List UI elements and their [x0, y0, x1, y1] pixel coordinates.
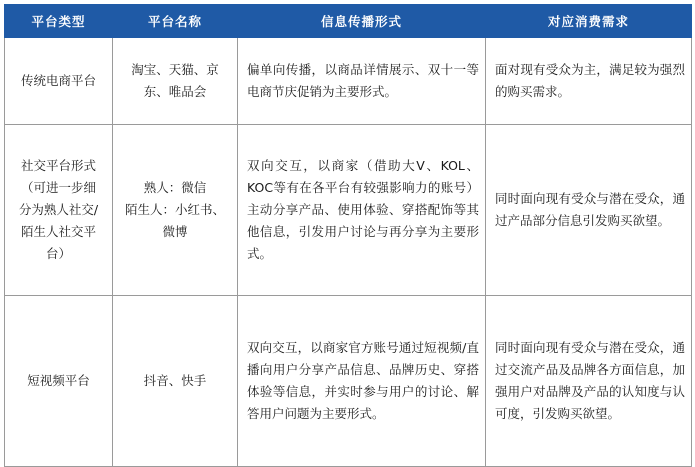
cell-platform-name: [113, 296, 238, 467]
cell-info-spread: 双向交互，以商家（借助大V、KOL、KOC等有在各平台有较强影响力的账号）主动分享产品、使用体验、穿搭配饰等其他信息，引发用户讨论与再分享为主要形式。: [238, 125, 486, 296]
name-line: 淘宝、天猫、京: [131, 62, 219, 77]
cell-platform-name: [113, 125, 238, 296]
table-row: [5, 38, 692, 125]
name-line: 熟人：微信: [143, 180, 207, 195]
cell-consumer-demand: 同时面向现有受众与潜在受众，通过交流产品及品牌各方面信息，加强用户对品牌及产品的认知度与认可度，引发购买欲望。: [486, 296, 692, 467]
name-line: 陌生人：小红书、: [124, 202, 225, 217]
header-row: [5, 5, 692, 38]
cell-platform-name: [113, 38, 238, 125]
name-line: 抖音、快手: [143, 373, 207, 388]
header-platform-type: 平台类型: [5, 5, 113, 38]
name-line: 微博: [162, 224, 188, 239]
cell-consumer-demand: 面对现有受众为主，满足较为强烈的购买需求。: [486, 38, 692, 125]
cell-platform-type: 社交平台形式（可进一步细分为熟人社交/陌生人社交平台）: [5, 125, 113, 296]
name-line: 东、唯品会: [143, 84, 207, 99]
header-info-spread: 信息传播形式: [238, 5, 486, 38]
cell-info-spread: 双向交互，以商家官方账号通过短视频/直播向用户分享产品信息、品牌历史、穿搭体验等信息，并实时参与用户的讨论、解答用户问题为主要形式。: [238, 296, 486, 467]
header-platform-name: 平台名称: [113, 5, 238, 38]
cell-platform-type: 短视频平台: [5, 296, 113, 467]
platform-comparison-table: [4, 4, 692, 467]
table-row: [5, 296, 692, 467]
cell-info-spread: 偏单向传播，以商品详情展示、双十一等电商节庆促销为主要形式。: [238, 38, 486, 125]
table-row: [5, 125, 692, 296]
cell-consumer-demand: 同时面向现有受众与潜在受众，通过产品部分信息引发购买欲望。: [486, 125, 692, 296]
cell-platform-type: 传统电商平台: [5, 38, 113, 125]
header-consumer-demand: 对应消费需求: [486, 5, 692, 38]
